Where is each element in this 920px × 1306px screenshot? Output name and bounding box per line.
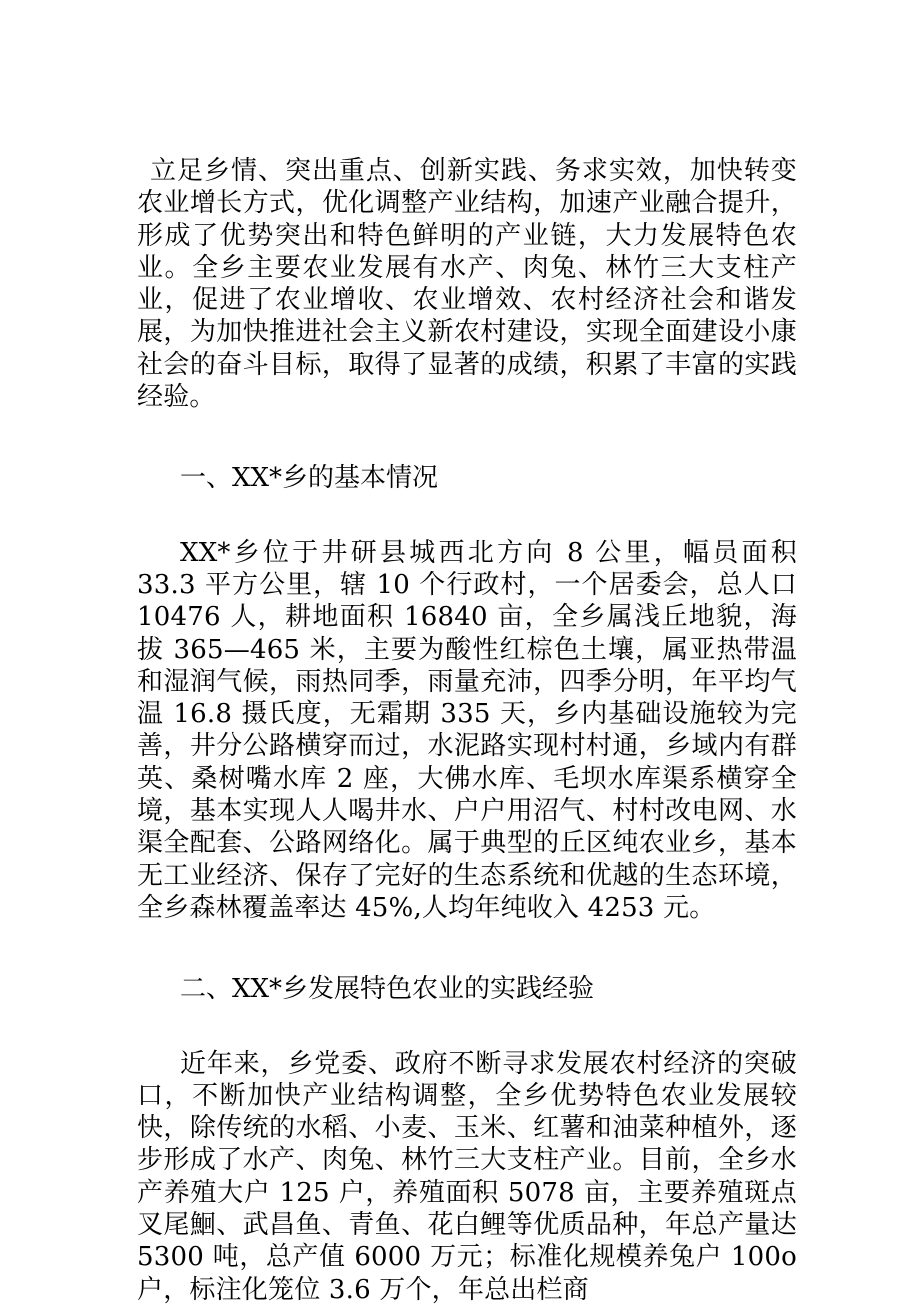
intro-paragraph: 立足乡情、突出重点、创新实践、务求实效，加快转变农业增长方式，优化调整产业结构，加速产业融合提升，形成了优势突出和特色鲜明的产业链，大力发展特色农业。全乡主要农业发展有水产、肉兔、林竹三大支柱产业，促进了农业增收、农业增效、农村经济社会和谐发展，为加快推进社会主义新农村建设，实现全面建设小康社会的奋斗目标，取得了显著的成绩，积累了丰富的实践经验。 <box>137 156 797 413</box>
section-1-paragraph: XX*乡位于井研县城西北方向 8 公里，幅员面积 33.3 平方公里，辖 10 个行政村，一个居委会，总人口 10476 人，耕地面积 16840 亩，全乡属浅丘地貌，海拔 365—465 米，主要为酸性红棕色土壤，属亚热带温和湿润气候，雨热同季，雨量充沛，四季分明，年平均气温 16.8 摄氏度，无霜期 335 天，乡内基础设施较为完善，井分公路横穿而过，水泥路实现村村通，乡域内有群英、桑树嘴水库 2 座，大佛水库、毛坝水库渠系横穿全境，基本实现人人喝井水、户户用沼气、村村改电网、水渠全配套、公路网络化。属于典型的丘区纯农业乡，基本无工业经济、保存了完好的生态系统和优越的生态环境，全乡森林覆盖率达 45%,人均年纯收入 4253 元。 <box>137 537 797 923</box>
section-1-heading: 一、XX*乡的基本情况 <box>180 463 439 494</box>
section-2-heading: 二、XX*乡发展特色农业的实践经验 <box>180 974 595 1005</box>
document-body <box>137 155 797 1306</box>
section-2-paragraph: 近年来，乡党委、政府不断寻求发展农村经济的突破口，不断加快产业结构调整，全乡优势特色农业发展较快，除传统的水稻、小麦、玉米、红薯和油菜种植外，逐步形成了水产、肉兔、林竹三大支柱产业。目前，全乡水产养殖大户 125 户，养殖面积 5078 亩，主要养殖斑点叉尾鮰、武昌鱼、青鱼、花白鲤等优质品种，年总产量达 5300 吨，总产值 6000 万元；标准化规模养兔户 100o 户，标注化笼位 3.6 万个，年总出栏商 <box>137 1048 797 1305</box>
